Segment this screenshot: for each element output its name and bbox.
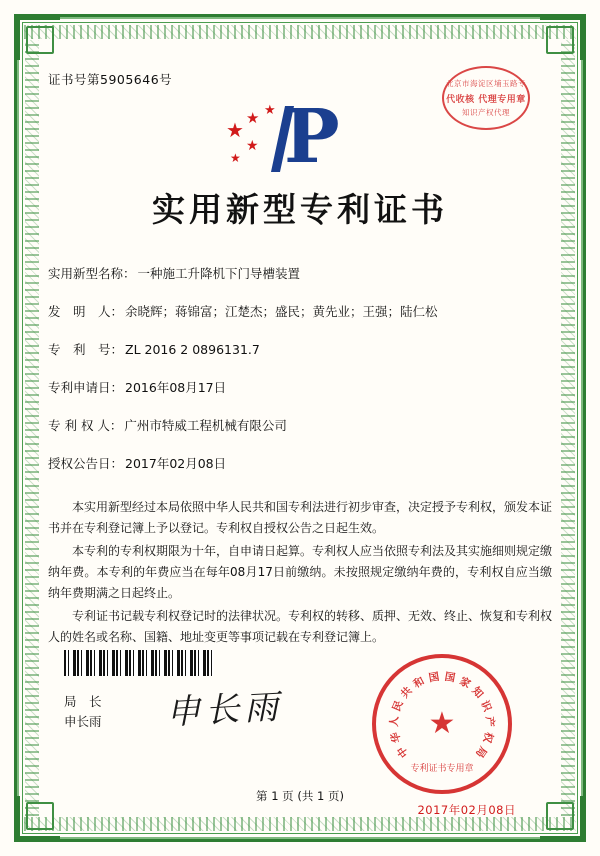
director-label: 局 长 [64, 694, 102, 709]
field-value: 广州市特威工程机械有限公司 [124, 418, 287, 433]
field-label: 授权公告日： [48, 456, 124, 471]
agency-seal-line-3: 知识产权代理 [462, 108, 510, 117]
seal-ring-char: 中 [395, 744, 412, 760]
seal-bottom-text: 专利证书专用章 [410, 764, 474, 774]
seal-date: 2017年02月08日 [417, 803, 516, 817]
seal-ring-char: 民 [390, 699, 406, 714]
agency-seal-icon [442, 66, 530, 130]
certificate-content [48, 58, 553, 817]
official-seal-icon [372, 654, 512, 794]
agency-seal-line-2: 代收核 代理专用章 [446, 95, 526, 105]
logo-star-icon: ★ [226, 118, 244, 142]
seal-star-icon: ★ [428, 706, 456, 741]
barcode [64, 650, 214, 676]
seal-ring-char: 产 [483, 716, 496, 728]
logo-star-icon: ★ [264, 103, 276, 118]
guilloche-right [561, 40, 575, 816]
director-name: 申长雨 [64, 714, 102, 729]
page-title: 实用新型专利证书 [152, 190, 448, 229]
seal-ring-char: 局 [472, 744, 489, 760]
logo-star-icon: ★ [230, 151, 241, 165]
handwritten-signature: 申长雨 [165, 686, 285, 734]
seal-ring-char: 人 [388, 716, 401, 728]
guilloche-left [25, 40, 39, 816]
field-row-patent-number [48, 341, 552, 359]
seal-ring-char: 知 [469, 684, 486, 701]
logo-star-icon: ★ [246, 109, 260, 127]
patent-office-logo-icon [220, 94, 380, 180]
legal-paragraph-2: 本专利的专利权期限为十年，自申请日起算。专利权人应当依照专利法及其实施细则规定缴纳年费。本专利的年费应当在每年08月17日前缴纳。未按照规定缴纳年费的，专利权自应当缴纳年费期满之日起终止。 [48, 544, 553, 600]
field-value: ZL 2016 2 0896131.7 [125, 342, 260, 357]
field-row-patentee [48, 417, 552, 435]
legal-text-block [48, 497, 552, 648]
guilloche-bottom [24, 817, 576, 831]
field-value: 2017年02月08日 [125, 456, 227, 471]
field-value: 2016年08月17日 [125, 380, 227, 395]
field-row-inventors [48, 303, 552, 321]
page-footer: 第 1 页 (共 1 页) [256, 789, 344, 803]
seal-ring-char: 国 [427, 670, 441, 685]
guilloche-top [24, 25, 576, 39]
field-list [48, 265, 552, 473]
seal-ring-char: 识 [478, 699, 494, 714]
logo-letter-p: P [284, 94, 340, 180]
field-label: 专 利 权 人： [48, 418, 123, 433]
seal-ring-char: 家 [457, 675, 473, 691]
field-label: 发 明 人： [48, 304, 124, 319]
seal-ring-char: 权 [480, 730, 495, 745]
agency-seal-line-1: 北京市海淀区埔玉路专 [446, 79, 526, 88]
field-row-grant-date [48, 455, 552, 473]
seal-ring-char: 国 [443, 670, 457, 685]
legal-paragraph-1: 本实用新型经过本局依照中华人民共和国专利法进行初步审查，决定授予专利权，颁发本证书并在专利登记簿上予以登记。专利权自授权公告之日起生效。 [48, 500, 553, 535]
field-value: 一种施工升降机下门导槽装置 [137, 266, 301, 281]
certificate-number: 证书号第5905646号 [48, 72, 173, 87]
seal-ring-char: 共 [398, 684, 415, 701]
field-value: 余晓辉；蒋锦富；江楚杰；盛民；黄先业；王强；陆仁松 [125, 304, 438, 319]
seal-ring-char: 华 [389, 730, 404, 745]
seal-ring-char: 和 [411, 675, 427, 691]
corner-ornament-top-left [14, 14, 60, 60]
signature-block [64, 692, 102, 732]
field-label: 专 利 号： [48, 342, 124, 357]
field-label: 实用新型名称： [48, 266, 136, 281]
field-row-utility-model-name [48, 265, 552, 283]
field-row-application-date [48, 379, 552, 397]
field-label: 专利申请日： [48, 380, 124, 395]
legal-paragraph-3: 专利证书记载专利权登记时的法律状况。专利权的转移、质押、无效、终止、恢复和专利权人的姓名或名称、国籍、地址变更等事项记载在专利登记簿上。 [48, 609, 553, 644]
corner-ornament-top-right [540, 14, 586, 60]
logo-star-icon: ★ [246, 138, 259, 154]
